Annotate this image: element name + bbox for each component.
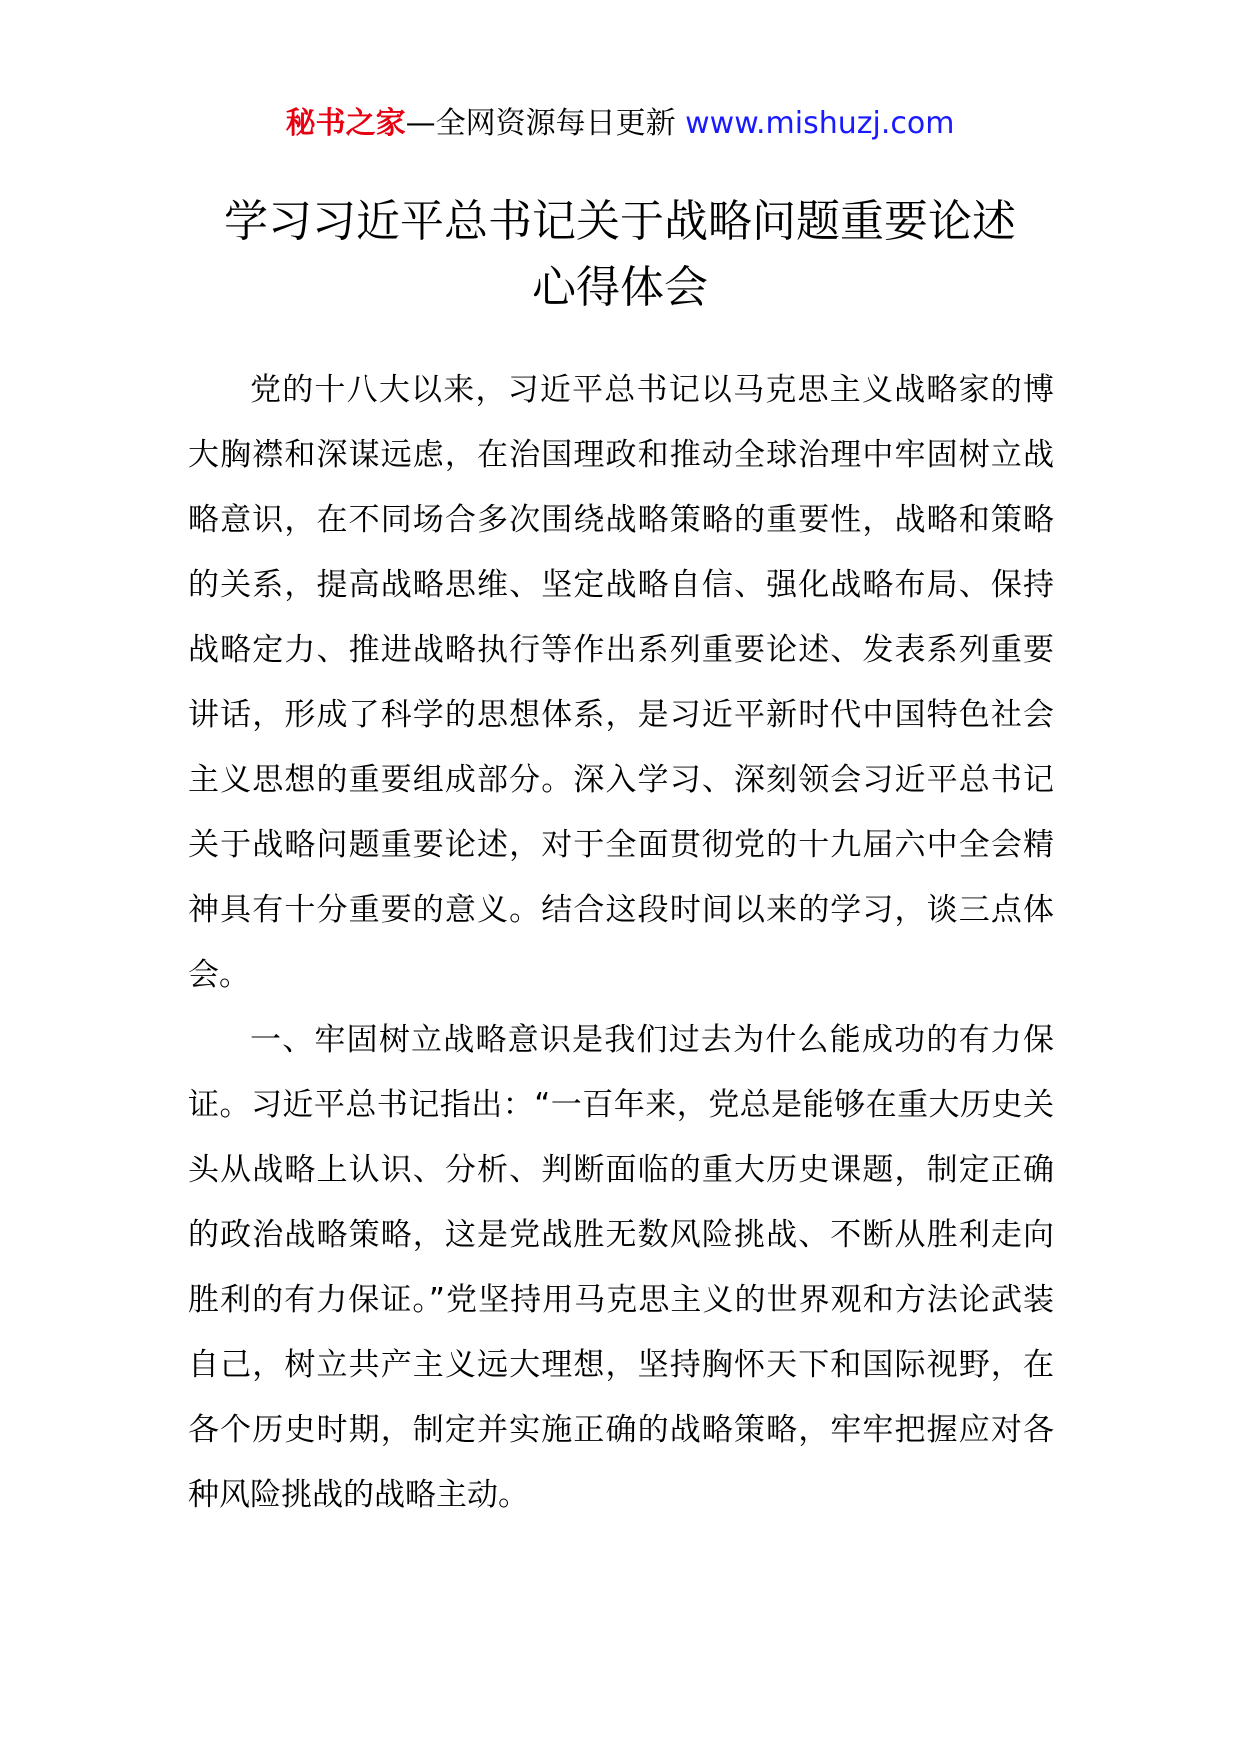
paragraph-1: 党的十八大以来，习近平总书记以马克思主义战略家的博大胸襟和深谋远虑，在治国理政和推动全球治理中牢固树立战略意识，在不同场合多次围绕战略策略的重要性，战略和策略的关系，提高战略思维、坚定战略自信、强化战略布局、保持战略定力、推进战略执行等作出系列重要论述、发表系列重要讲话，形成了科学的思想体系，是习近平新时代中国特色社会主义思想的重要组成部分。深入学习、深刻领会习近平总书记关于战略问题重要论述，对于全面贯彻党的十九届六中全会精神具有十分重要的意义。结合这段时间以来的学习，谈三点体会。 bbox=[188, 372, 1054, 993]
document-title bbox=[0, 189, 1240, 321]
paragraph-2: 一、牢固树立战略意识是我们过去为什么能成功的有力保证。习近平总书记指出：“一百年来，党总是能够在重大历史关头从战略上认识、分析、判断面临的重大历史课题，制定正确的政治战略策略，这是党战胜无数风险挑战、不断从胜利走向胜利的有力保证。”党坚持用马克思主义的世界观和方法论武装自己，树立共产主义远大理想，坚持胸怀天下和国际视野，在各个历史时期，制定并实施正确的战略策略，牢牢把握应对各种风险挑战的战略主动。 bbox=[188, 1022, 1054, 1513]
header-tagline: —全网资源每日更新 bbox=[405, 106, 676, 141]
site-url-link[interactable]: www.mishuzj.com bbox=[685, 106, 955, 141]
site-header bbox=[0, 100, 1240, 148]
title-line-1: 学习习近平总书记关于战略问题重要论述 bbox=[224, 196, 1016, 248]
title-line-2: 心得体会 bbox=[532, 262, 708, 314]
brand-name: 秘书之家 bbox=[285, 106, 406, 141]
document-body bbox=[188, 358, 1054, 1528]
